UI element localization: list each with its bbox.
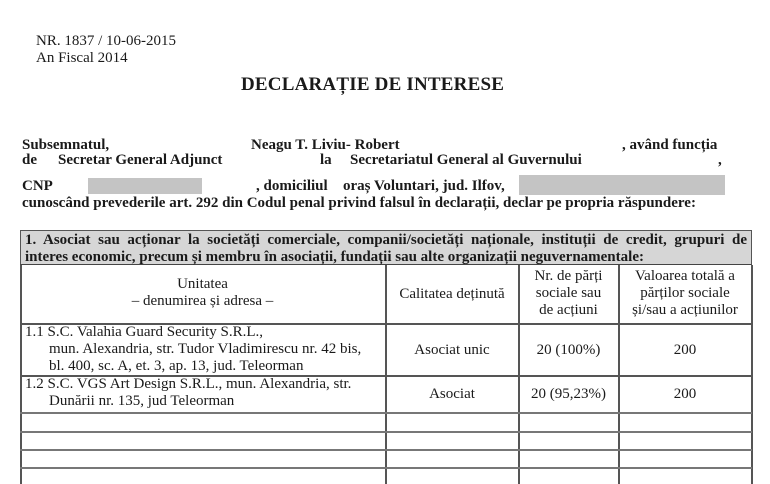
col-header-value <box>619 268 751 319</box>
declarant-name: Neagu T. Liviu- Robert <box>251 137 400 153</box>
declarant-address: oraș Voluntari, jud. Ilfov, <box>343 178 505 194</box>
row-2-unit-line2: Dunării nr. 135, jud Teleorman <box>49 393 235 409</box>
declarant-institution: Secretariatul General al Guvernului <box>350 152 582 168</box>
fiscal-year: An Fiscal 2014 <box>36 50 128 66</box>
table-row-2-unit <box>25 376 383 410</box>
col-header-unit <box>20 276 385 310</box>
col-header-shares-line2: sociale sau <box>535 285 602 301</box>
table-row-1-role: Asociat unic <box>414 342 490 358</box>
row-1-unit-line3: bl. 400, sc. A, et. 3, ap. 13, jud. Teleorman <box>49 358 304 374</box>
section-1-heading-line1: 1. Asociat sau acționar la societăți comerciale, companii/societăți naționale, instituții de credit, grupuri de <box>25 232 747 248</box>
table-row-2-value: 200 <box>673 386 697 402</box>
section-1-heading-line2: interes economic, precum și membru în asociații, fundații sau alte organizații neguvernamentale: <box>25 249 644 265</box>
col-header-shares-line1: Nr. de părți <box>534 268 603 284</box>
section-1-heading <box>20 230 752 265</box>
col-header-value-line1: Valoarea totală a <box>635 268 735 284</box>
col-header-value-line3: și/sau a acțiunilor <box>632 302 738 318</box>
label-domiciliul: , domiciliul <box>256 178 328 194</box>
col-header-value-line2: părților sociale <box>640 285 730 301</box>
label-avand-functia: , având funcția <box>622 137 718 153</box>
cnp-redacted <box>88 178 202 194</box>
row-divider-5 <box>20 467 752 469</box>
row-1-unit-line2: mun. Alexandria, str. Tudor Vladimirescu nr. 42 bis, <box>49 341 362 357</box>
declarant-function: Secretar General Adjunct <box>58 152 223 168</box>
address-redacted <box>519 175 725 195</box>
legal-statement: cunoscând prevederile art. 292 din Codul penal privind falsul în declarații, declar pe propria răspundere: <box>22 195 696 211</box>
table-row-1-value: 200 <box>673 342 697 358</box>
row-divider-4 <box>20 449 752 451</box>
registration-number: NR. 1837 / 10-06-2015 <box>36 33 176 49</box>
col-header-shares <box>519 268 618 319</box>
section-1-table <box>20 230 754 484</box>
document-title: DECLARAȚIE DE INTERESE <box>241 74 505 95</box>
col-header-unit-line1: Unitatea <box>177 276 228 292</box>
col-header-unit-line2: – denumirea și adresa – <box>131 293 274 309</box>
row-divider-2 <box>20 412 752 414</box>
label-cnp: CNP <box>22 178 53 194</box>
table-row-1-unit <box>25 324 383 375</box>
col-header-role-line1: Calitatea deținută <box>399 286 505 302</box>
label-subsemnatul: Subsemnatul, <box>22 137 110 153</box>
label-la: la <box>320 152 332 168</box>
table-row-1-shares: 20 (100%) <box>536 342 601 358</box>
label-de: de <box>22 152 37 168</box>
table-row-2-role: Asociat <box>429 386 475 402</box>
row-1-unit-line1: 1.1 S.C. Valahia Guard Security S.R.L., <box>25 324 264 340</box>
trailing-comma: , <box>718 152 722 168</box>
row-2-unit-line1: 1.2 S.C. VGS Art Design S.R.L., mun. Alexandria, str. <box>25 376 352 392</box>
table-row-2-shares: 20 (95,23%) <box>531 386 606 402</box>
row-divider-3 <box>20 431 752 433</box>
col-header-shares-line3: de acțiuni <box>539 302 598 318</box>
col-header-role <box>386 286 518 303</box>
